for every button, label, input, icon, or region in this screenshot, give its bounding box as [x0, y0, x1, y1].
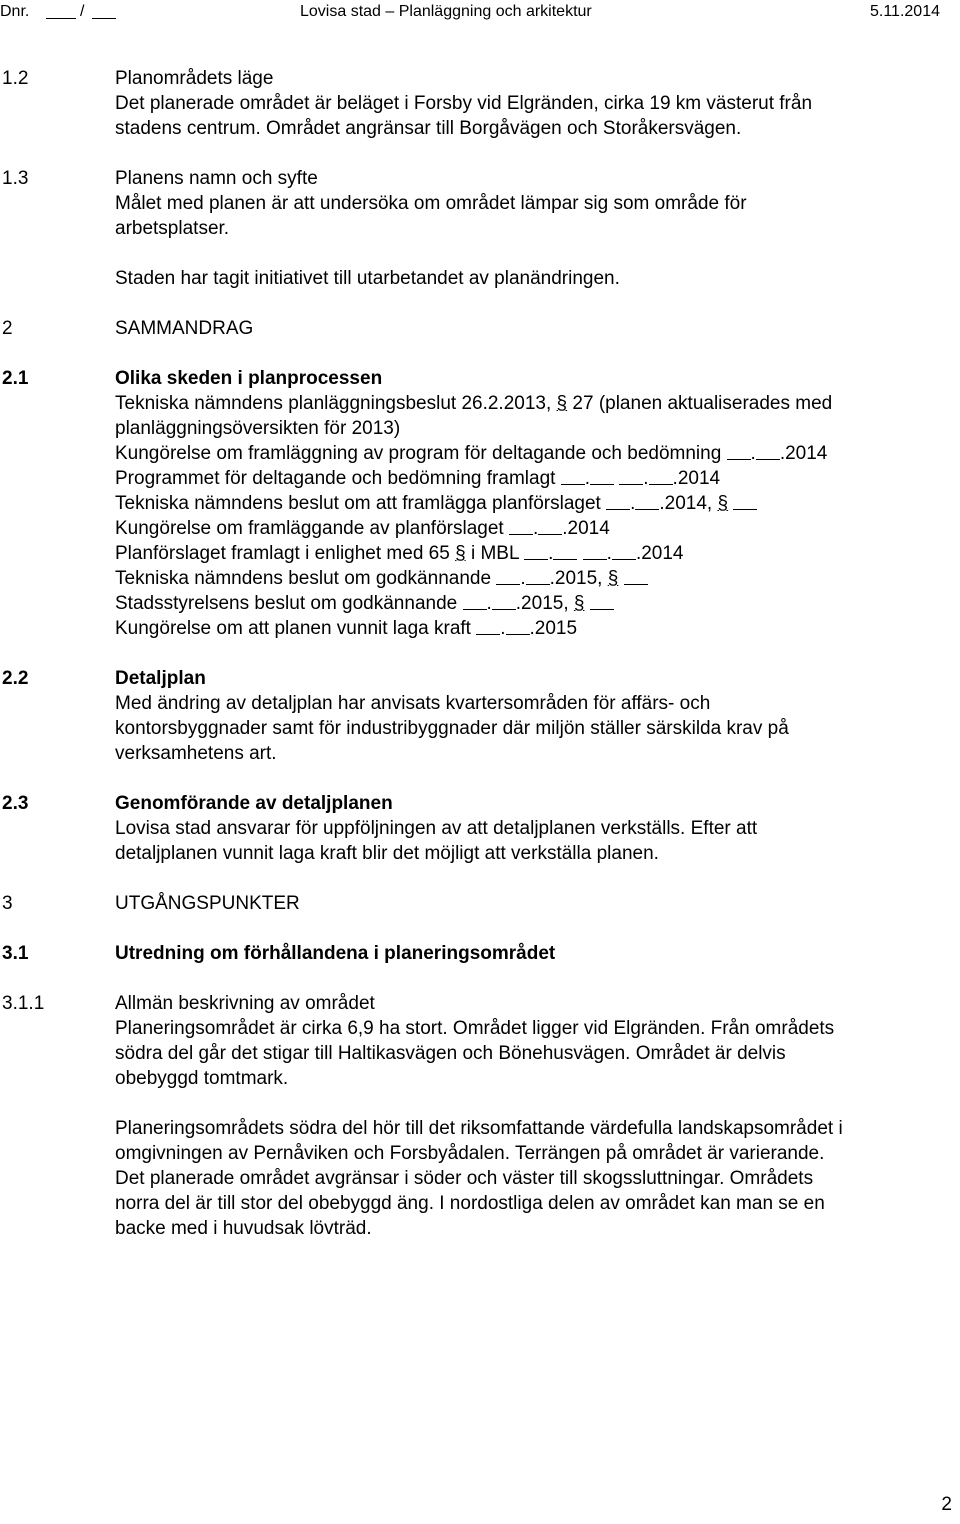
chapter-title: UTGÅNGSPUNKTER — [115, 893, 300, 914]
paragraph-line: Lovisa stad ansvarar för uppföljningen av att detaljplanen verkställs. Efter att — [115, 818, 758, 839]
section-number: 3.1 — [2, 943, 29, 964]
process-step: Planförslaget framlagt i enlighet med 65 § i MBL . . .2014 — [115, 543, 684, 564]
chapter-number: 3 — [2, 893, 13, 914]
header-slash: / — [80, 3, 85, 20]
page-header — [0, 0, 960, 24]
section-title: Detaljplan — [115, 668, 206, 689]
section-heading — [0, 166, 960, 191]
subsection-heading — [0, 991, 960, 1016]
section-heading — [0, 941, 960, 966]
chapter-title: SAMMANDRAG — [115, 318, 254, 339]
section-title: Planens namn och syfte — [115, 168, 318, 189]
document-body — [0, 66, 960, 1241]
chapter-number: 2 — [2, 318, 13, 339]
paragraph-line: norra del är till stor del obebyggd äng. I nordostliga delen av området kan man se en — [115, 1193, 825, 1214]
paragraph-line: Staden har tagit initiativet till utarbetandet av planändringen. — [115, 268, 620, 289]
header-date: 5.11.2014 — [870, 3, 940, 20]
process-step: Kungörelse om framläggning av program för deltagande och bedömning . .2014 — [115, 443, 828, 464]
section-heading — [0, 666, 960, 691]
process-step: Tekniska nämndens planläggningsbeslut 26.2.2013, § 27 (planen aktualiserades med — [115, 393, 833, 414]
process-step: Tekniska nämndens beslut om godkännande . .2015, § — [115, 566, 648, 591]
section-number: 2.1 — [2, 368, 29, 389]
process-step: Tekniska nämndens beslut om att framlägga planförslaget . .2014, § — [115, 491, 757, 516]
section-number: 2.2 — [2, 668, 29, 689]
page-number: 2 — [941, 1494, 952, 1515]
paragraph-line: Planeringsområdets södra del hör till det riksomfattande värdefulla landskapsområdet i — [115, 1118, 843, 1139]
section-title: Utredning om förhållandena i planeringsområdet — [115, 943, 556, 964]
process-step: Kungörelse om framläggande av planförslaget . .2014 — [115, 518, 610, 539]
section-title: Olika skeden i planprocessen — [115, 368, 383, 389]
header-dnr-blank-2 — [92, 1, 116, 19]
process-step: Kungörelse om att planen vunnit laga kraft . .2015 — [115, 618, 578, 639]
process-step: planläggningsöversikten för 2013) — [115, 418, 401, 439]
paragraph-line: Det planerade området är beläget i Forsby vid Elgränden, cirka 19 km västerut från — [115, 93, 813, 114]
section-heading — [0, 366, 960, 391]
paragraph-line: obebyggd tomtmark. — [115, 1068, 289, 1089]
header-dnr: Dnr. — [0, 3, 30, 20]
section-number: 2.3 — [2, 793, 29, 814]
paragraph-line: Det planerade området avgränsar i söder och väster till skogssluttningar. Områdets — [115, 1168, 814, 1189]
paragraph-line: stadens centrum. Området angränsar till Borgåvägen och Storåkersvägen. — [115, 118, 742, 139]
paragraph-line: verksamhetens art. — [115, 743, 277, 764]
paragraph-line: södra del går det stigar till Haltikasvägen och Bönehusvägen. Området är delvis — [115, 1043, 786, 1064]
subsection-title: Allmän beskrivning av området — [115, 993, 375, 1014]
section-number: 1.2 — [2, 68, 29, 89]
section-title: Genomförande av detaljplanen — [115, 793, 393, 814]
chapter-heading — [0, 891, 960, 916]
header-dnr-blank — [46, 1, 76, 19]
paragraph-line: omgivningen av Pernåviken och Forsbyådalen. Terrängen på området är varierande. — [115, 1143, 825, 1164]
paragraph-line: Planeringsområdet är cirka 6,9 ha stort. Området ligger vid Elgränden. Från områdets — [115, 1018, 835, 1039]
paragraph-line: detaljplanen vunnit laga kraft blir det möjligt att verkställa planen. — [115, 843, 659, 864]
chapter-heading — [0, 316, 960, 341]
paragraph-line: Målet med planen är att undersöka om området lämpar sig som område för — [115, 193, 747, 214]
paragraph-line: arbetsplatser. — [115, 218, 230, 239]
paragraph-line: Med ändring av detaljplan har anvisats kvartersområden för affärs- och — [115, 693, 711, 714]
paragraph-line: kontorsbyggnader samt för industribyggnader där miljön ställer särskilda krav på — [115, 718, 789, 739]
paragraph-line: backe med i huvudsak lövträd. — [115, 1218, 372, 1239]
header-organization: Lovisa stad – Planläggning och arkitektur — [300, 3, 592, 20]
process-step: Programmet för deltagande och bedömning framlagt . . .2014 — [115, 468, 721, 489]
section-title: Planområdets läge — [115, 68, 274, 89]
subsection-number: 3.1.1 — [2, 993, 45, 1014]
section-number: 1.3 — [2, 168, 29, 189]
section-heading — [0, 791, 960, 816]
section-heading — [0, 66, 960, 91]
process-step: Stadsstyrelsens beslut om godkännande . .2015, § — [115, 591, 614, 616]
